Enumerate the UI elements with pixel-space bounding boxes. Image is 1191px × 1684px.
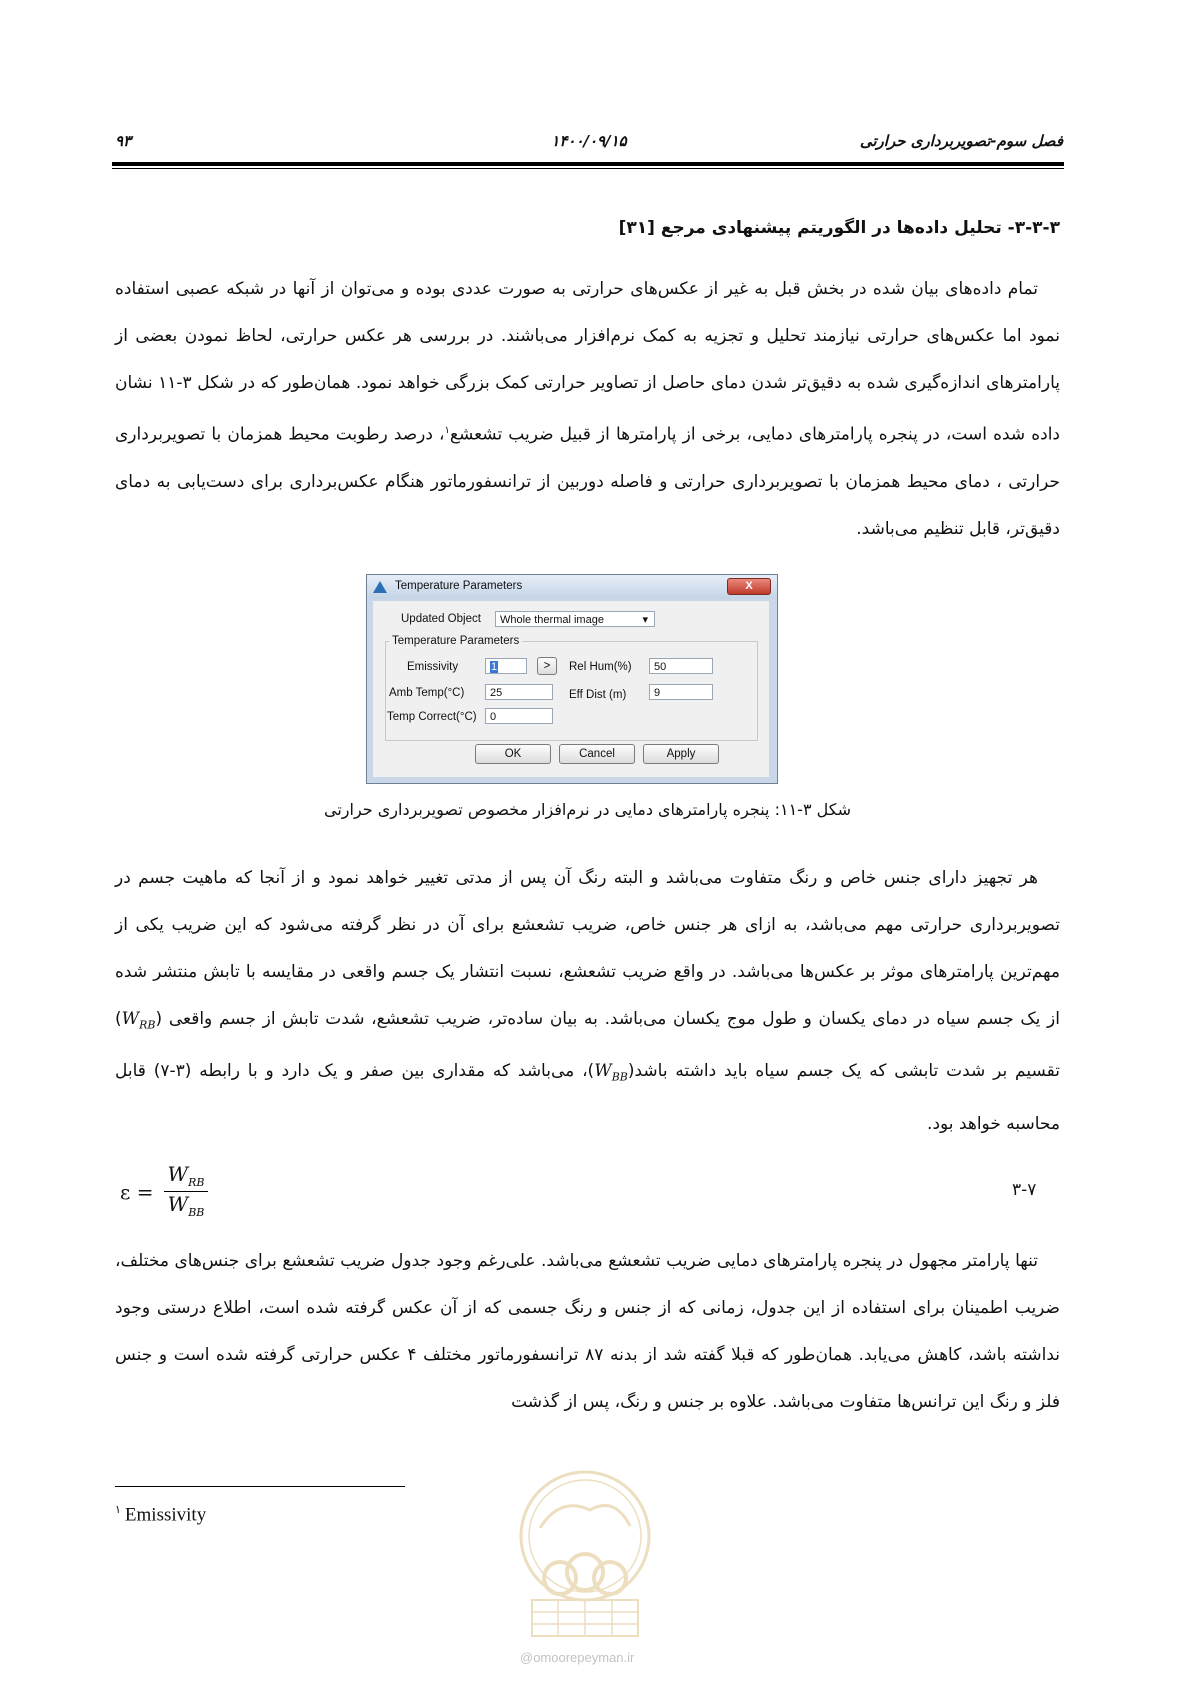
ok-button[interactable]: OK: [475, 744, 551, 764]
paragraph-1-text-b: ، درصد رطوبت محیط همزمان با تصویربرداری حرارتی ، دمای محیط همزمان با تصویربرداری حرارتی و فاصله دوربین از ترانسفورماتور هنگام عکس‌برداری برای دست‌یابی به دمای دقیق‌تر، قابل تنظیم می‌باشد.: [115, 424, 1060, 539]
close-button[interactable]: X: [727, 578, 771, 595]
section-title: ۳-۳-۳- تحلیل داده‌ها در الگوریتم پیشنهادی مرجع [۳۱]: [618, 218, 1060, 238]
emissivity-label: Emissivity: [407, 661, 459, 673]
header-rule-thin: [112, 168, 1064, 169]
paragraph-2-text-b: ) تقسیم بر شدت تابشی که یک جسم سیاه باید داشته باشد(: [115, 1009, 1060, 1082]
watermark-url: @omoorepeyman.ir: [520, 1650, 635, 1665]
footnote-text: Emissivity: [124, 1504, 207, 1526]
paragraph-2-text-a: هر تجهیز دارای جنس خاص و رنگ متفاوت می‌باشد و البته رنگ آن پس از مدتی تغییر خواهد نمود و از آنجا که ماهیت جسم در تصویربرداری حرارتی مهم می‌باشد، به ازای هر جنس خاص، ضریب تشعشع برای آن در نظر گرفته می‌شود که این ضریب یکی از مهم‌ترین پارامترهای موثر بر عکس‌ها می‌باشد. در واقع ضریب تشعشع، نسبت انتشار یک جسم واقعی در مقایسه با تابش منتشر شده از یک جسم سیاه در دمای یکسان و طول موج یکسان می‌باشد. به بیان ساده‌تر، ضریب تشعشع، شدت تابش از جسم واقعی (: [115, 868, 1060, 1029]
dialog-title: Temperature Parameters: [395, 580, 523, 592]
rel-hum-field[interactable]: 50: [649, 658, 713, 674]
dialog-titlebar[interactable]: [367, 575, 777, 599]
footnote-ref[interactable]: ۱: [444, 425, 450, 436]
equation-fraction: [164, 1162, 208, 1219]
footnote: [115, 1503, 206, 1526]
watermark-logo-icon: [500, 1466, 670, 1646]
amb-temp-label: Amb Temp(°C): [389, 687, 465, 699]
apply-button[interactable]: Apply: [643, 744, 719, 764]
page-number: ۹۳: [115, 132, 132, 150]
equation-lhs: ε =: [120, 1180, 154, 1204]
eff-dist-label: Eff Dist (m): [569, 689, 627, 701]
temperature-parameters-dialog: [366, 574, 778, 784]
footnote-marker: ۱: [115, 1504, 121, 1516]
group-label: Temperature Parameters: [389, 635, 522, 647]
footnote-rule: [115, 1486, 405, 1487]
equation-number: ۳-۷: [1012, 1180, 1037, 1200]
paragraph-1: [115, 266, 1060, 553]
paragraph-2: [115, 855, 1060, 1148]
header-date: ۱۴۰۰/۰۹/۱۵: [551, 132, 627, 150]
figure-caption: شکل ۳-۱۱: پنجره پارامترهای دمایی در نرم‌افزار مخصوص تصویربرداری حرارتی: [323, 800, 851, 819]
temp-correct-label: Temp Correct(°C): [387, 711, 477, 723]
page-header: [115, 128, 1063, 156]
fraction-numerator: $W_{RB}$: [164, 1162, 208, 1192]
header-rule-thick: [112, 162, 1064, 166]
emissivity-button[interactable]: >: [537, 657, 557, 675]
paragraph-1-text-a: تمام داده‌های بیان شده در بخش قبل به غیر از عکس‌های حرارتی به صورت عددی بوده و می‌توان از آنها در شبکه عصبی استفاده نمود اما عکس‌های حرارتی نیازمند تحلیل و تجزیه به کمک نرم‌افزار می‌باشند. در بررسی هر عکس حرارتی، لحاظ نمودن بعضی از پارامترهای اندازه‌گیری شده به دقیق‌تر شدن دمای حاصل از تصاویر حرارتی کمک بزرگی خواهد نمود. همان‌طور که در شکل ۳-۱۱ نشان داده شده است، در پنجره پارامترهای دمایی، برخی از پارامترها از قبیل ضریب تشعشع: [115, 279, 1060, 445]
eff-dist-field[interactable]: 9: [649, 684, 713, 700]
updated-object-label: Updated Object: [401, 613, 481, 625]
cancel-button[interactable]: Cancel: [559, 744, 635, 764]
equation-3-7: [120, 1158, 320, 1228]
chapter-title: فصل سوم-تصویربرداری حرارتی: [859, 132, 1063, 150]
math-w-bb: $W_{BB}$: [594, 1061, 628, 1084]
updated-object-value: Whole thermal image: [500, 614, 604, 626]
paragraph-3: [115, 1238, 1060, 1426]
emissivity-value: 1: [491, 661, 498, 673]
amb-temp-field[interactable]: 25: [485, 684, 553, 700]
rel-hum-label: Rel Hum(%): [569, 661, 632, 673]
paragraph-3-text: تنها پارامتر مجهول در پنجره پارامترهای دمایی ضریب تشعشع می‌باشد. علی‌رغم وجود جدول ضریب تشعشع برای جنس‌های مختلف، ضریب اطمینان برای استفاده از این جدول، زمانی که از جنس و رنگ جسمی که از آن عکس گرفته شده است، اطلاع درستی وجود نداشته باشد، کاهش می‌یابد. همان‌طور که قبلا گفته شد از بدنه ۸۷ ترانسفورماتور مختلف ۴ عکس حرارتی گرفته شده است و جنس فلز و رنگ این ترانس‌ها متفاوت می‌باشد. علاوه بر جنس و رنگ، پس از گذشت: [115, 1251, 1060, 1412]
app-icon: [373, 581, 387, 593]
paragraph-2-text-c: )، می‌باشد که مقداری بین صفر و یک دارد و با رابطه (۳-۷) قابل محاسبه خواهد بود.: [115, 1061, 1060, 1134]
math-w-rb: $W_{RB}$: [121, 1009, 156, 1032]
emissivity-field[interactable]: [485, 658, 527, 674]
fraction-denominator: $W_{BB}$: [167, 1192, 205, 1219]
dialog-body: [373, 601, 769, 777]
chevron-down-icon: ▾: [642, 614, 648, 626]
updated-object-select[interactable]: [495, 611, 655, 627]
temp-correct-field[interactable]: 0: [485, 708, 553, 724]
